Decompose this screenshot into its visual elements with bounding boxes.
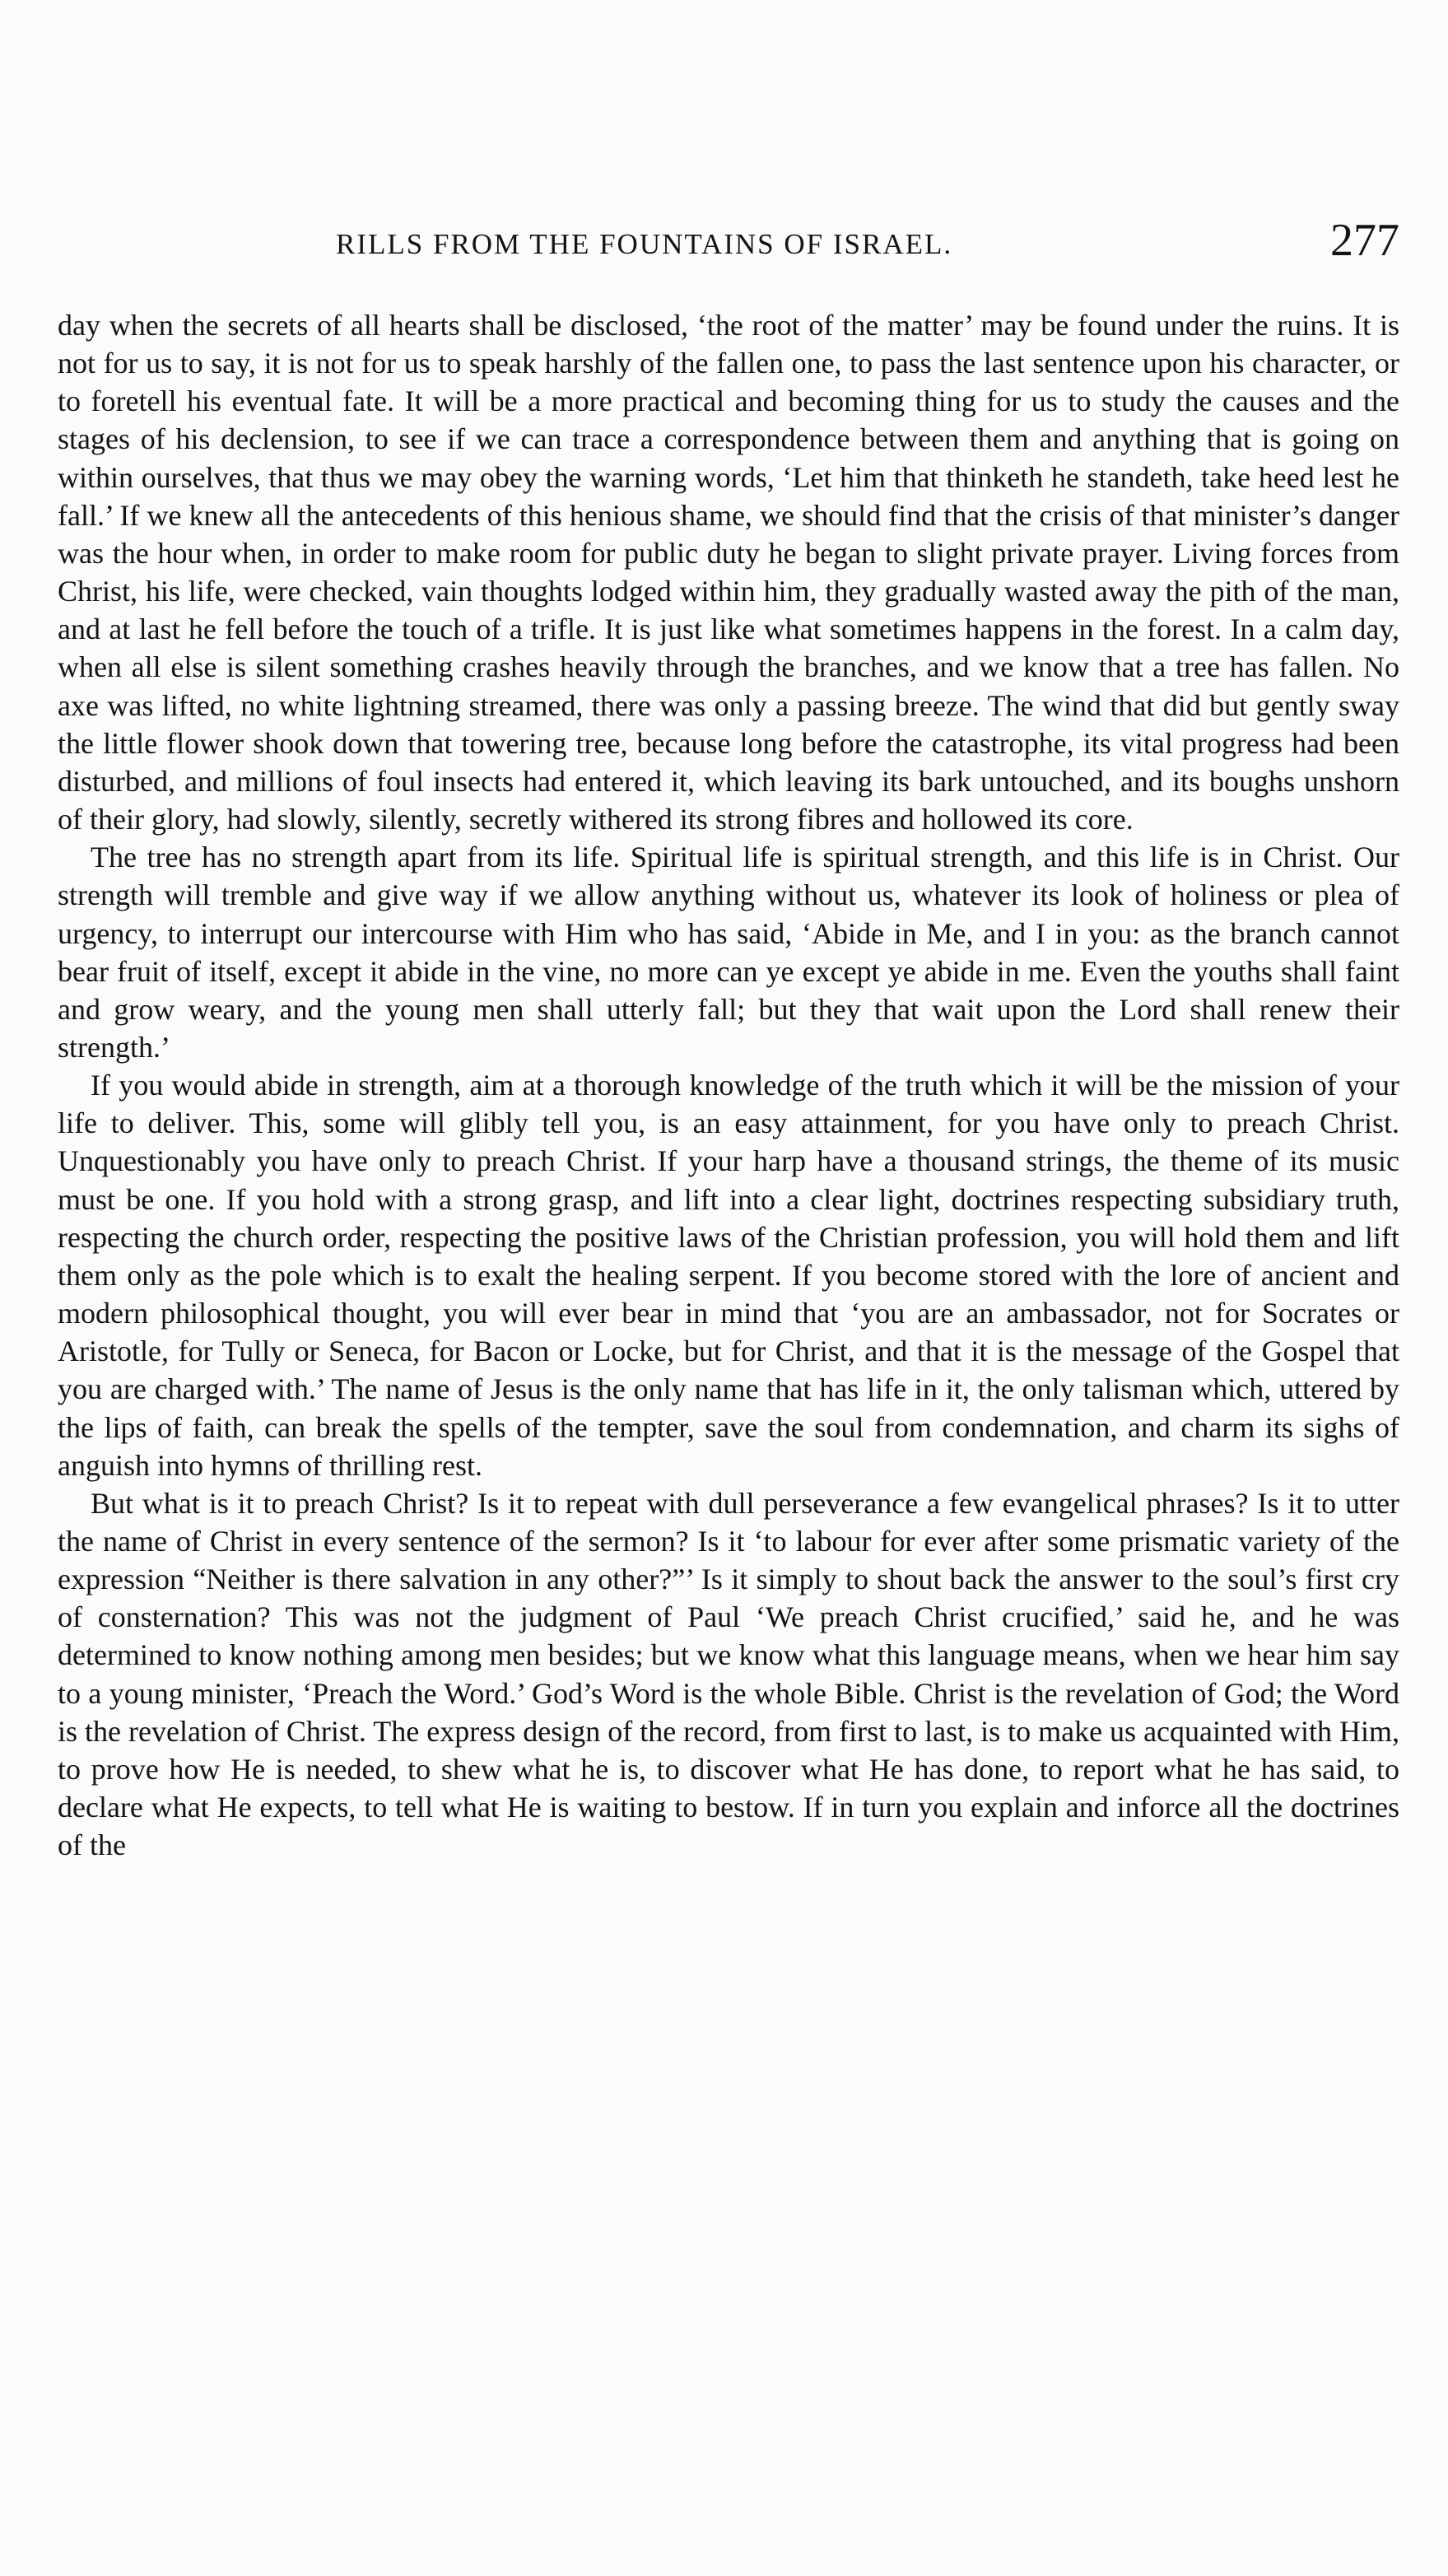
paragraph: The tree has no strength apart from its life. Spiritual life is spiritual strength, and this life is in Christ. Our strength will tremble and give way if we allow anything without us, whatever its look of holiness or plea of urgency, to interrupt our intercourse with Him who has said, ‘Abide in Me, and I in you: as the branch cannot bear fruit of itself, except it abide in the vine, no more can ye except ye abide in me. Even the youths shall faint and grow weary, and the young men shall utterly fall; but they that wait upon the Lord shall renew their strength.’ bbox=[58, 841, 1399, 1064]
paragraph-continued: day when the secrets of all hearts shall be disclosed, ‘the root of the matter’ may be found under the ruins. It is not for us to say, it is not for us to speak harshly of the fallen one, to pass the last sentence upon his character, or to foretell his eventual fate. It will be a more practical and becoming thing for us to study the causes and the stages of his declension, to see if we can trace a correspondence between them and anything that is going on within ourselves, that thus we may obey the warning words, ‘Let him that thinketh he standeth, take heed lest he fall.’ If we knew all the antecedents of this henious shame, we should find that the crisis of that minister’s danger was the hour when, in order to make room for public duty he began to slight private prayer. Living forces from Christ, his life, were checked, vain thoughts lodged within him, they gradually wasted away the pith of the man, and at last he fell before the touch of a trifle. It is just like what sometimes happens in the forest. In a calm day, when all else is silent something crashes heavily through the branches, and we know that a tree has fallen. No axe was lifted, no white lightning streamed, there was only a passing breeze. The wind that did but gently sway the little flower shook down that towering tree, because long before the catastrophe, its vital progress had been disturbed, and millions of foul insects had entered it, which leaving its bark untouched, and its boughs unshorn of their glory, had slowly, silently, secretly withered its strong fibres and hollowed its core. bbox=[58, 309, 1399, 836]
body-text bbox=[58, 306, 1399, 1864]
running-head bbox=[58, 216, 1399, 273]
paragraph: But what is it to preach Christ? Is it to repeat with dull perseverance a few evangelical phrases? Is it to utter the name of Christ in every sentence of the sermon? Is it ‘to labour for ever after some prismatic variety of the expression “Neither is there salvation in any other?”’ Is it simply to shout back the answer to the soul’s first cry of consternation? This was not the judgment of Paul ‘We preach Christ crucified,’ said he, and he was determined to know nothing among men besides; but we know what this language means, when we hear him say to a young minister, ‘Preach the Word.’ God’s Word is the whole Bible. Christ is the revelation of God; the Word is the revelation of Christ. The express design of the record, from first to last, is to make us acquainted with Him, to prove how He is needed, to shew what he is, to discover what He has done, to report what he has said, to declare what He expects, to tell what He is waiting to bestow. If in turn you explain and inforce all the doctrines of the bbox=[58, 1486, 1399, 1862]
page-number: 277 bbox=[1330, 215, 1399, 266]
running-title: RILLS FROM THE FOUNTAINS OF ISRAEL. bbox=[336, 228, 953, 260]
paragraph: If you would abide in strength, aim at a thorough knowledge of the truth which it will be the mission of your life to deliver. This, some will glibly tell you, is an easy attainment, for you have only to preach Christ. Unquestionably you have only to preach Christ. If your harp have a thousand strings, the theme of its music must be one. If you hold with a strong grasp, and lift into a clear light, doctrines respecting subsidiary truth, respecting the church order, respecting the positive laws of the Christian profession, you will hold them and lift them only as the pole which is to exalt the healing serpent. If you become stored with the lore of ancient and modern philosophical thought, you will ever bear in mind that ‘you are an ambassador, not for Socrates or Aristotle, for Tully or Seneca, for Bacon or Locke, but for Christ, and that it is the message of the Gospel that you are charged with.’ The name of Jesus is the only name that has life in it, the only talisman which, uttered by the lips of faith, can break the spells of the tempter, save the soul from condemnation, and charm its sighs of anguish into hymns of thrilling rest. bbox=[58, 1069, 1399, 1482]
